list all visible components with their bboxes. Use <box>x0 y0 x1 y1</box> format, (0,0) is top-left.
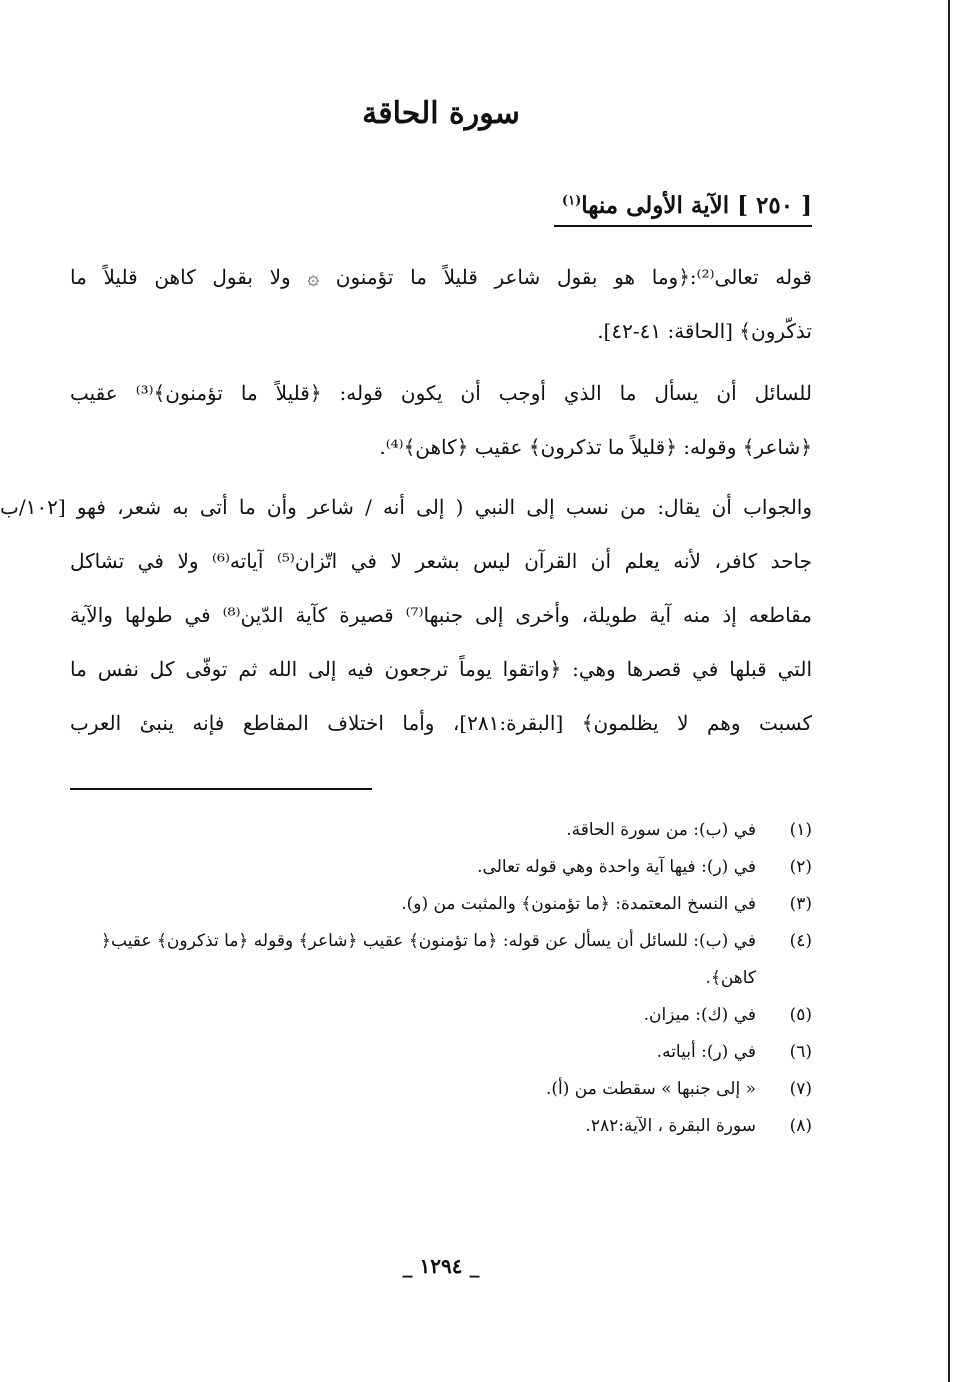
paragraph-line: كسبت وهم لا يظلمون﴾ [البقرة:٢٨١]، وأما اختلاف المقاطع فإنه ينبئ العرب <box>70 711 812 735</box>
surah-title: سورة الحاقة <box>362 96 520 131</box>
footnote-text: « إلى جنبها » سقطت من (أ). <box>545 1079 756 1099</box>
paragraph-question <box>70 366 812 474</box>
footnote-item <box>70 1071 812 1108</box>
footnote-text: في (ر): أبياته. <box>656 1042 756 1062</box>
paragraph-line: مقاطعه إذ منه آية طويلة، وأخرى إلى جنبها⁽⁷⁾ قصيرة كآية الدّين⁽⁸⁾ في طولها والآية <box>70 603 813 627</box>
section-number: [ ٢٥٠ ] <box>737 192 812 219</box>
paragraph-line: التي قبلها في قصرها وهي: ﴿واتقوا يوماً ترجعون فيه إلى الله ثم توفّى كل نفس ما <box>70 657 812 681</box>
footnote-number: (٤) <box>789 931 812 951</box>
paragraph-answer <box>0 480 813 750</box>
page-number: _ ١٢٩٤ _ <box>402 1254 480 1278</box>
footnote-number: (١) <box>789 820 812 840</box>
footnote-number: (٢) <box>789 857 812 877</box>
footnote-number: (٥) <box>789 1005 812 1025</box>
section-title: الآية الأولى منها <box>581 192 730 219</box>
footnote-number: (٦) <box>789 1042 812 1062</box>
footnote-number: (٣) <box>789 894 812 914</box>
paragraph-line: والجواب أن يقال: من نسب إلى النبي ( إلى أنه / شاعر وأن ما أتى به شعر، فهو [١٠٢/ب <box>0 495 812 519</box>
footnote-text: سورة البقرة ، الآية:٢٨٢. <box>585 1116 756 1136</box>
footnote-text: في (ك): ميزان. <box>643 1005 756 1025</box>
footnote-text: في (ب): من سورة الحاقة. <box>566 820 756 840</box>
footnote-item <box>70 886 812 923</box>
footnotes-list <box>70 812 812 1145</box>
footnote-separator <box>70 788 372 790</box>
footnote-number: (٨) <box>789 1116 812 1136</box>
footnote-text: في (ر): فيها آية واحدة وهي قوله تعالى. <box>477 857 756 877</box>
paragraph-line: جاحد كافر، لأنه يعلم أن القرآن ليس بشعر لا في اتّزان⁽⁵⁾ آياته⁽⁶⁾ ولا في تشاكل <box>70 549 812 573</box>
footnote-item <box>70 1034 812 1071</box>
footnote-item <box>70 997 812 1034</box>
footnote-item <box>70 812 812 849</box>
footnote-item <box>70 1108 812 1145</box>
paragraph-line: تذكّرون﴾ [الحاقة: ٤١-٤٢]. <box>597 319 812 343</box>
footnote-text: في النسخ المعتمدة: ﴿ما تؤمنون﴾ والمثبت من (و). <box>401 894 756 914</box>
paragraph-line: للسائل أن يسأل ما الذي أوجب أن يكون قوله: ﴿قليلاً ما تؤمنون﴾⁽³⁾ عقيب <box>70 381 812 405</box>
page-edge-rule <box>948 0 950 1382</box>
footnote-text: في (ب): للسائل أن يسأل عن قوله: ﴿ما تؤمنون﴾ عقيب ﴿شاعر﴾ وقوله ﴿ما تذكرون﴾ عقيب﴿ كاهن﴾. <box>101 931 756 988</box>
section-heading <box>554 192 812 227</box>
footnote-number: (٧) <box>789 1079 812 1099</box>
section-footnote-marker: (١) <box>561 193 582 209</box>
paragraph-line: قوله تعالى⁽²⁾:﴿وما هو بقول شاعر قليلاً ما تؤمنون ۞ ولا بقول كاهن قليلاً ما <box>70 265 812 289</box>
footnote-item <box>70 849 812 886</box>
paragraph-verse-quote <box>70 250 812 358</box>
footnote-item <box>70 923 812 997</box>
paragraph-line: ﴿شاعر﴾ وقوله: ﴿قليلاً ما تذكرون﴾ عقيب ﴿كاهن﴾⁽⁴⁾. <box>379 435 812 459</box>
